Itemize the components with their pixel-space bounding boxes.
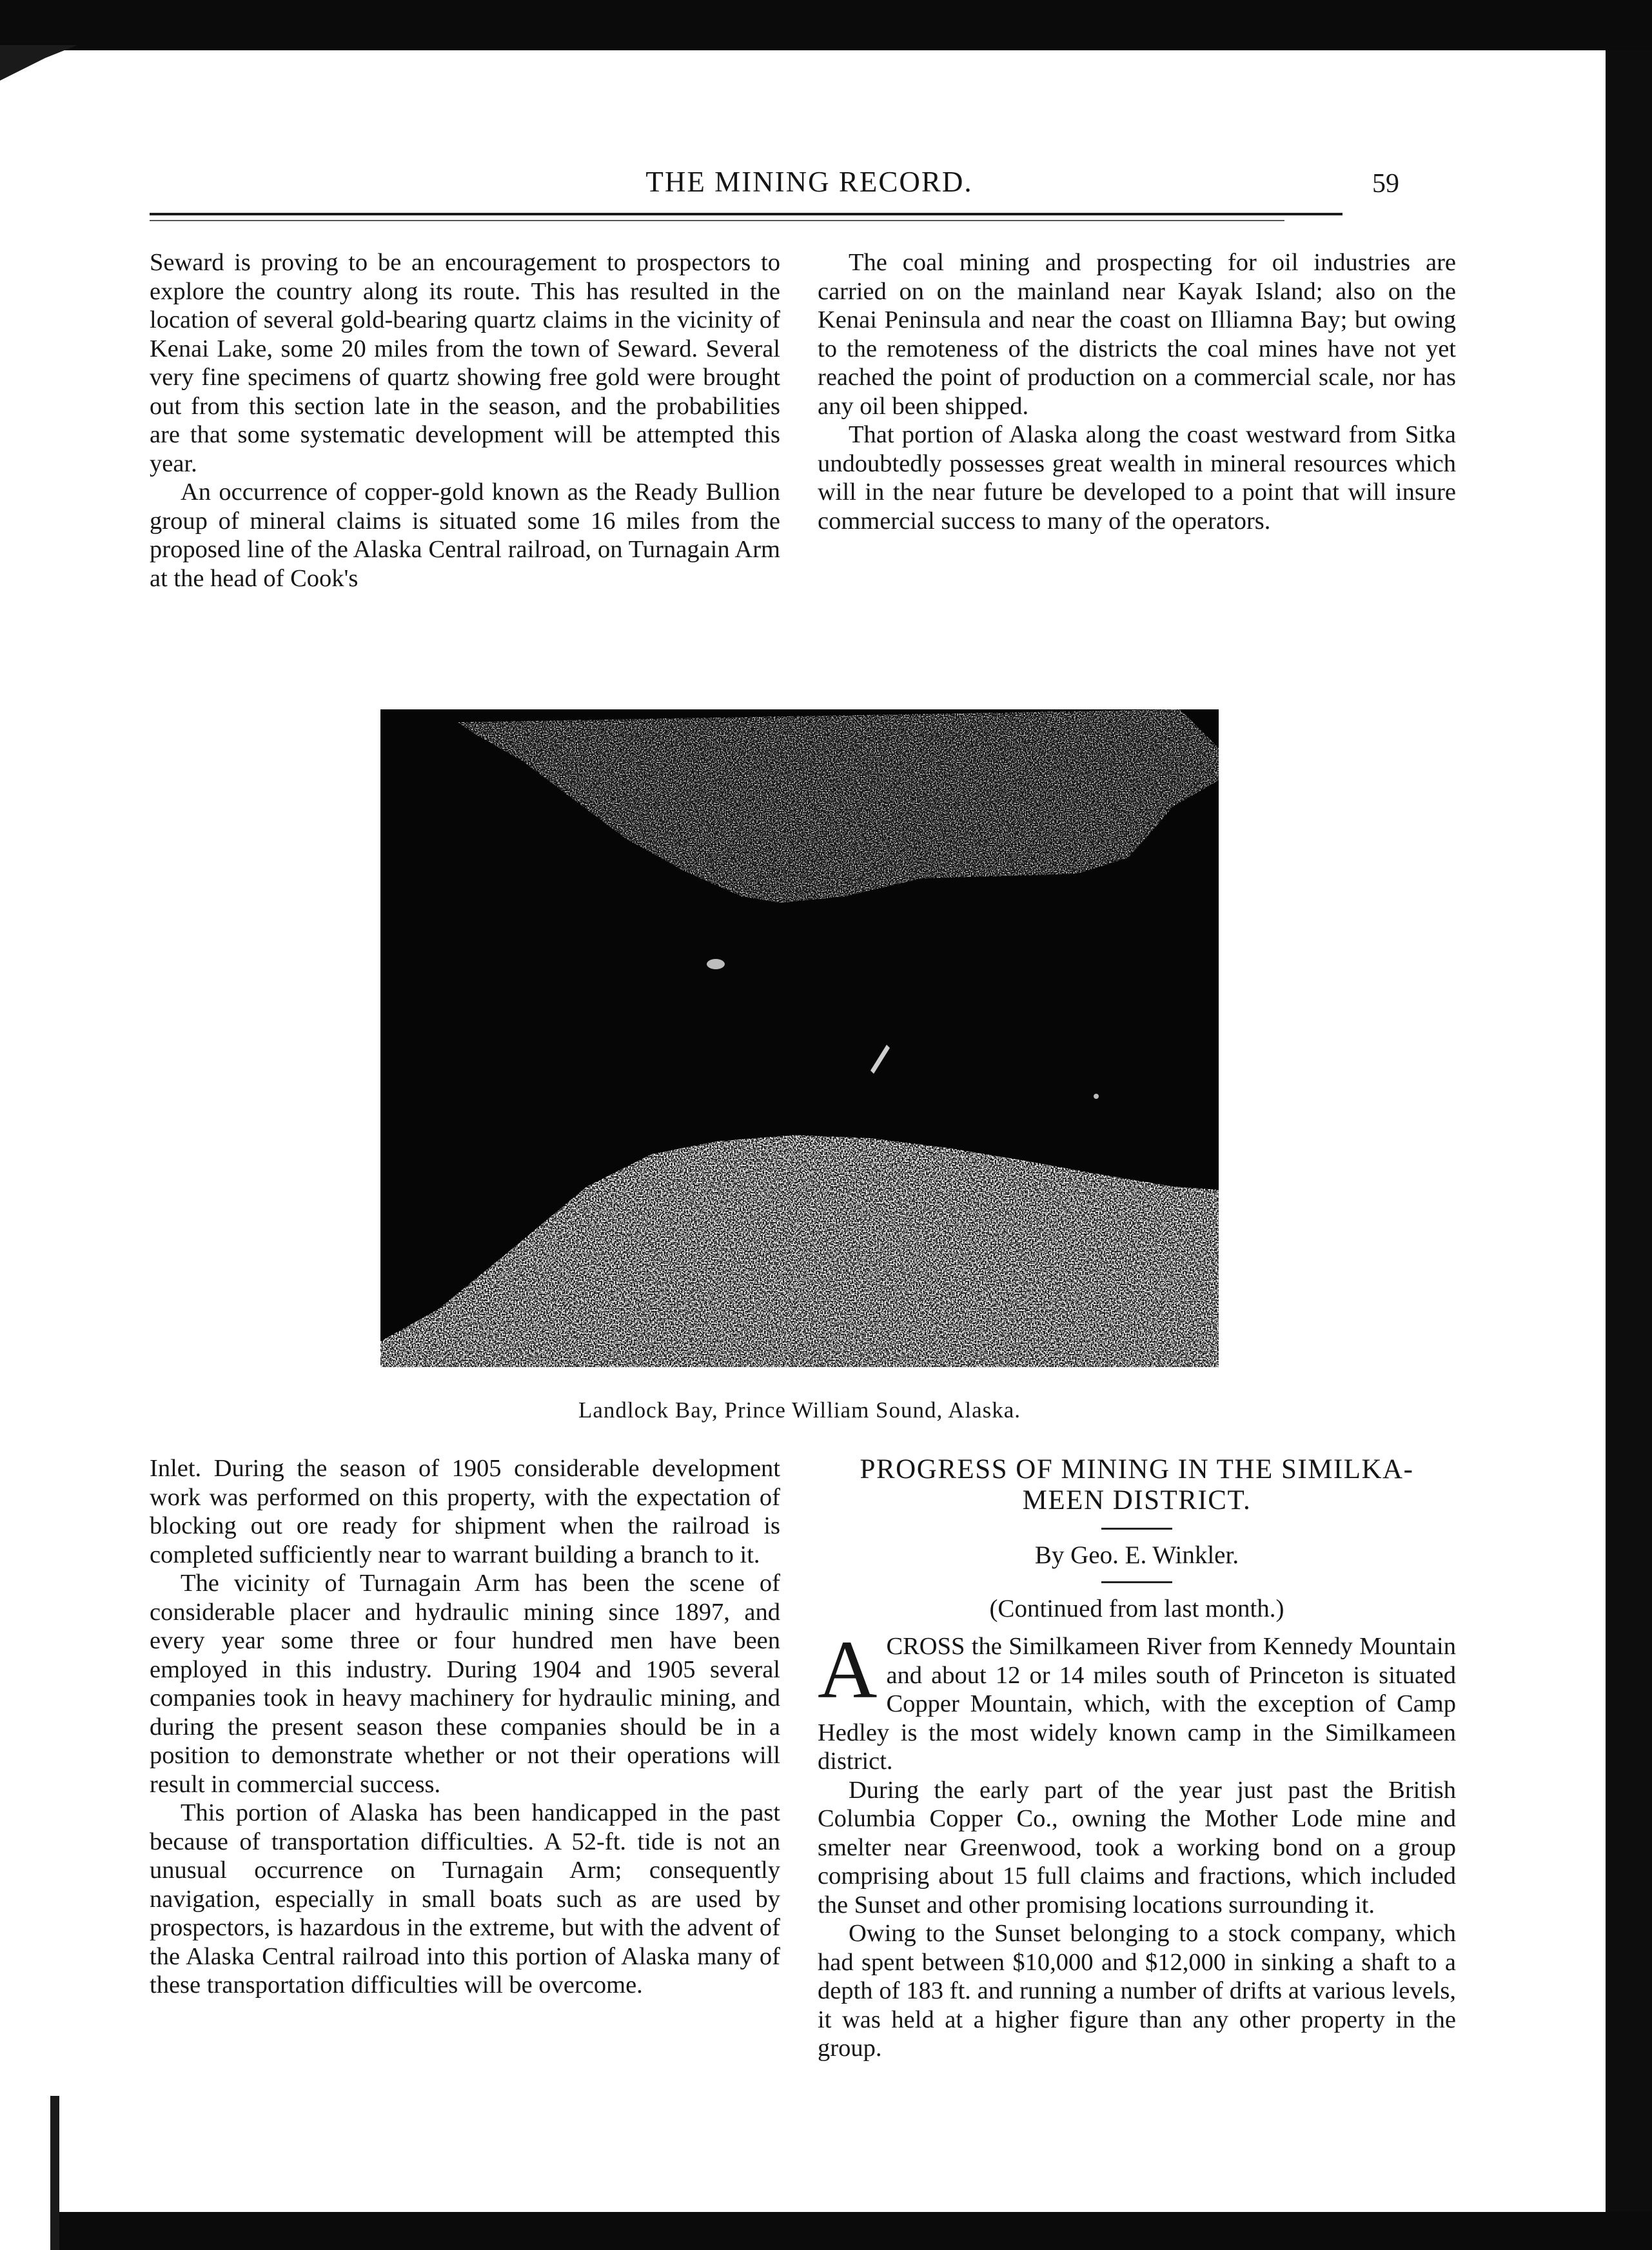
scan-border-left (50, 2096, 59, 2250)
article-title-line2: MEEN DISTRICT. (1022, 1485, 1252, 1515)
title-rule (1101, 1528, 1172, 1530)
byline-rule (1101, 1581, 1172, 1583)
landscape-photo (380, 709, 1219, 1367)
header-rule (150, 213, 1342, 215)
paragraph: This portion of Alaska has been handicapped in the past because of transportation difficulties. A 52-ft. tide is not an unusual occurrence on Turnagain Arm; consequently navigation, especially in small boats such as are used by prospectors, is hazardous in the extreme, but with the advent of the Alaska Central railroad into this portion of Alaska many of these transportation difficulties will be overcome. (150, 1799, 780, 1998)
top-right-column (818, 248, 1456, 535)
paragraph: During the early part of the year just past the British Columbia Copper Co., owning the Mother Lode mine and smelter near Greenwood, took a working bond on a group comprising about 15 full claims and fractions, which included the Sunset and other promising locations surrounding it. (818, 1776, 1456, 1919)
continued-note: (Continued from last month.) (989, 1595, 1284, 1623)
article-column (818, 1454, 1456, 2063)
paragraph: An occurrence of copper-gold known as the Ready Bullion group of mineral claims is situated some 16 miles from the proposed line of the Alaska Central railroad, on Turnagain Arm at the head of Cook's (150, 479, 780, 592)
paragraph: The vicinity of Turnagain Arm has been the scene of considerable placer and hydraulic mining since 1897, and every year some three or four hundred men have been employed in this industry. During 1904 and 1905 several companies took in heavy machinery for hydraulic mining, and during the present season these companies should be in a position to demonstrate whether or not their operations will result in commercial success. (150, 1570, 780, 1798)
drop-cap: A (818, 1624, 878, 1715)
running-title: THE MINING RECORD. (645, 166, 973, 198)
article-byline: By Geo. E. Winkler. (1034, 1541, 1239, 1569)
scan-corner-smudge (0, 45, 77, 84)
paragraph: Inlet. During the season of 1905 considerable development work was performed on this property, with the expectation of blocking out ore ready for shipment when the railroad is completed sufficiently near to warrant building a branch to it. (150, 1455, 780, 1568)
scan-border-right (1606, 50, 1652, 2250)
paragraph: Seward is proving to be an encouragement to prospectors to explore the country along its route. This has resulted in the location of several gold-bearing quartz claims in the vicinity of Kenai Lake, some 20 miles from the town of Seward. Several very fine specimens of quartz showing free gold were brought out from this section late in the season, and the probabilities are that some systematic development will be attempted this year. (150, 249, 780, 477)
paragraph: The coal mining and prospecting for oil industries are carried on on the mainland near Kayak Island; also on the Kenai Peninsula and near the coast on Illiamna Bay; but owing to the remoteness of the districts the coal mines have not yet reached the point of production on a commercial scale, nor has any oil been shipped. (818, 249, 1456, 420)
bottom-left-column (150, 1454, 780, 2000)
paragraph: That portion of Alaska along the coast westward from Sitka undoubtedly possesses great wealth in mineral resources which will in the near future be developed to a point that will insure commercial success to many of the operators. (818, 421, 1456, 535)
scan-border-top (0, 0, 1652, 50)
paragraph: CROSS the Similkameen River from Kennedy Mountain and about 12 or 14 miles south of Princeton is situated Copper Mountain, which, with the exception of Camp Hedley is the most widely known camp in the Similkameen district. (818, 1633, 1456, 1775)
article-title-line1: PROGRESS OF MINING IN THE SIMILKA- (860, 1454, 1414, 1485)
photo-caption: Landlock Bay, Prince William Sound, Alaska. (578, 1397, 1021, 1423)
top-left-column (150, 248, 780, 593)
header-rule-thin (150, 220, 1284, 221)
photo-image (380, 709, 1219, 1367)
page-number: 59 (1372, 169, 1399, 199)
scan-border-bottom (59, 2212, 1652, 2250)
paragraph: Owing to the Sunset belonging to a stock company, which had spent between $10,000 and $12,000 in sinking a shaft to a depth of 183 ft. and running a number of drifts at various levels, it was held at a higher figure than any other property in the group. (818, 1920, 1456, 2062)
